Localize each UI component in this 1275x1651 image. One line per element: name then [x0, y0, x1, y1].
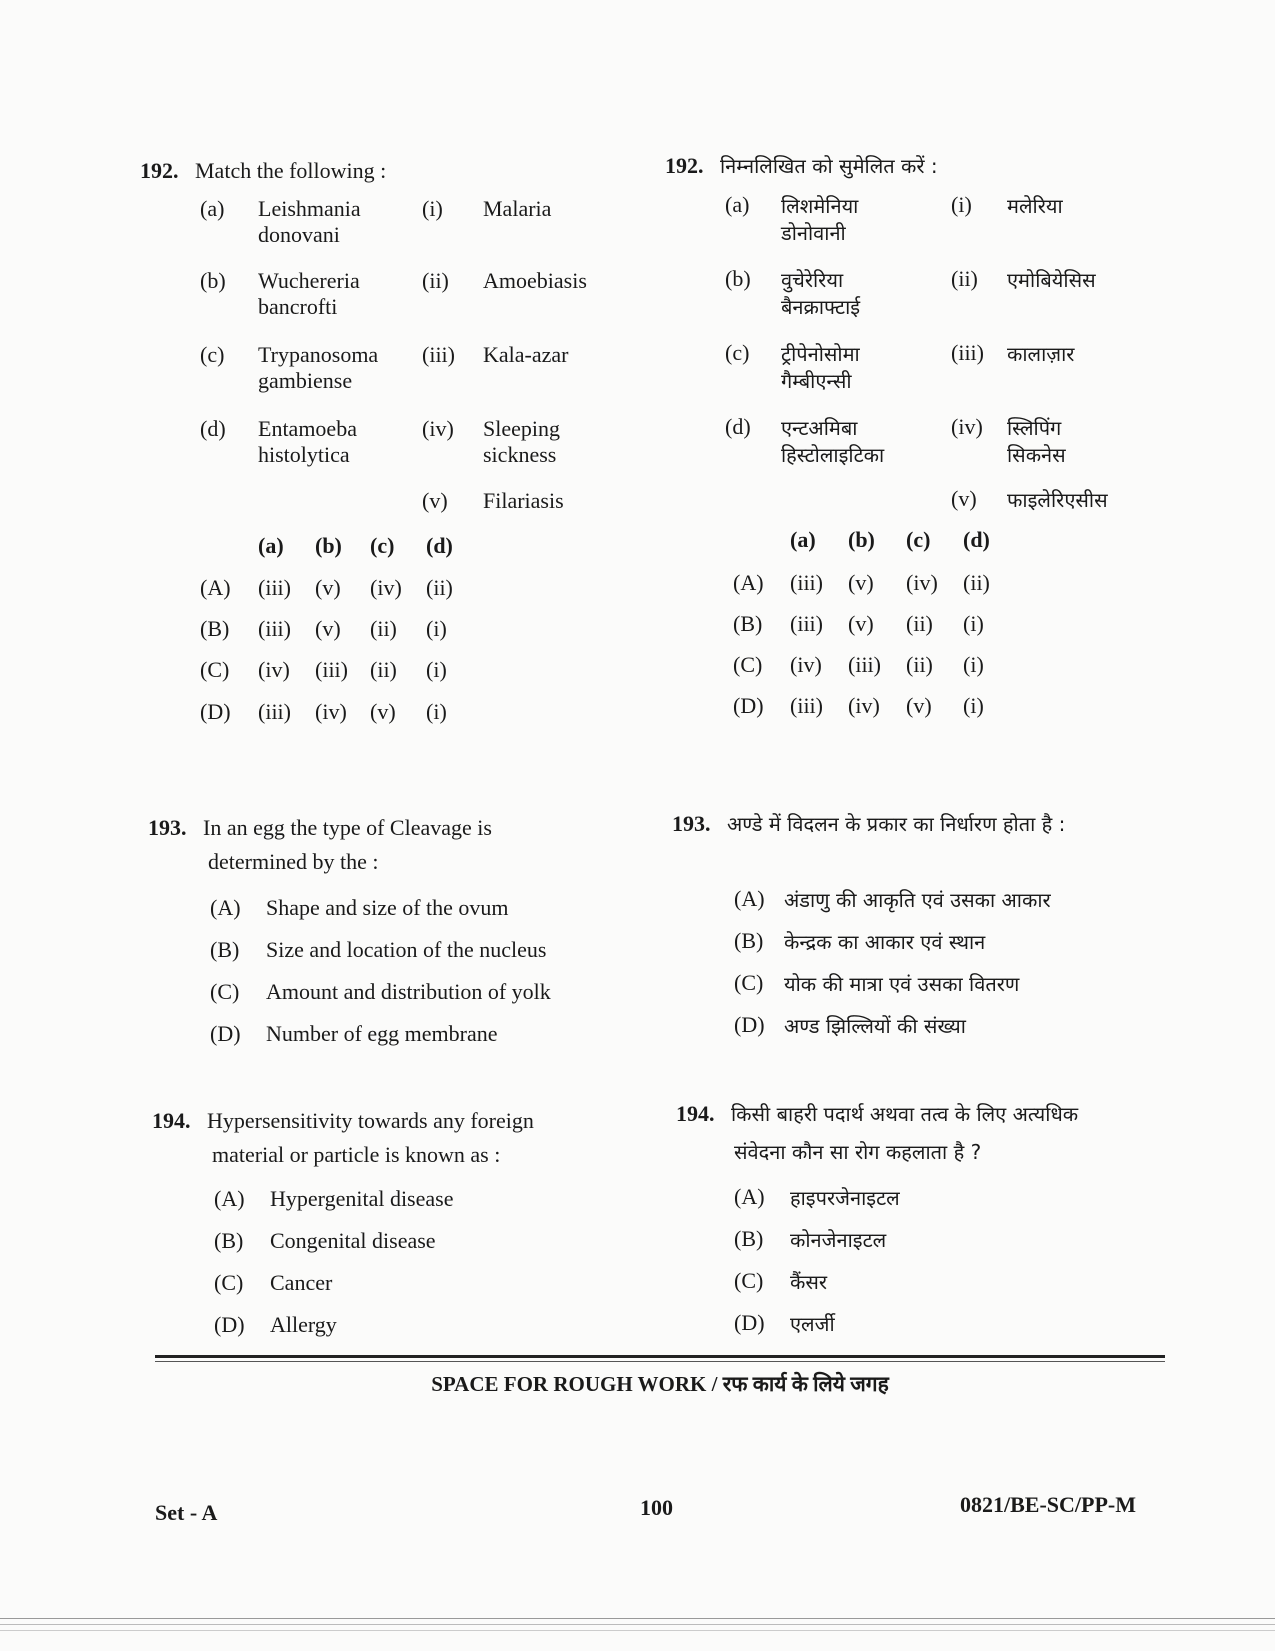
pair-right: Sleeping sickness	[483, 416, 560, 467]
pair-key: (a)	[200, 196, 225, 221]
q193-hi-stem: 193. अण्डे में विदलन के प्रकार का निर्धारण होता है :	[672, 811, 1066, 836]
rough-work-label: SPACE FOR ROUGH WORK / रफ कार्य के लिये जगह	[431, 1372, 889, 1396]
q192-en: 192. Match the following : (a) Leishmania donovani (i) Malaria (b) Wuchereria bancrofti (ii) Amoebiasis (c) Trypanosoma gambiense (iii) Kala-azar (d) Entamoeba histolytica (iv) Sleeping sickness (v) Filariasis (a) (b) (c) (d) (A) (iii) (v) (iv) (ii) (B) (iii) (v) (ii) (i) (C) (iv) (iii) (ii) (i) (D) (iii) (iv) (v) (i)	[140, 158, 640, 758]
footer-code: 0821/BE-SC/PP-M	[960, 1492, 1136, 1517]
pair-right-key: (ii)	[422, 268, 449, 293]
pair-left: Wuchereria bancrofti	[258, 268, 360, 319]
q193-en: 193. In an egg the type of Cleavage is determined by the : (A) Shape and size of the ovum (B) Size and location of the nucleus (C) Amount and distribution of yolk (D) Number of egg membrane	[148, 815, 551, 1046]
pair-key: (b)	[200, 268, 226, 293]
pair-left: Trypanosoma gambiense	[258, 342, 379, 393]
pair-key: (c)	[200, 342, 225, 367]
option-key: (C)	[200, 657, 230, 682]
pair-right: Kala-azar	[483, 342, 569, 367]
pair-right: Malaria	[483, 196, 552, 221]
pair-right: Amoebiasis	[483, 268, 587, 293]
q194-hi: 194. किसी बाहरी पदार्थ अथवा तत्व के लिए अत्यधिक संवेदना कौन सा रोग कहलाता है ? (A) हाइपरजेनाइटल (B) कोनजेनाइटल (C) कैंसर (D) एलर्जी	[676, 1101, 1079, 1336]
pair-right: Filariasis	[483, 488, 564, 513]
pair-right-key: (i)	[422, 196, 443, 221]
q194-hi-stem-line2: संवेदना कौन सा रोग कहलाता है ?	[734, 1140, 982, 1164]
q194-hi-stem: 194. किसी बाहरी पदार्थ अथवा तत्व के लिए अत्यधिक	[676, 1101, 1079, 1126]
option-key: (A)	[200, 575, 231, 600]
q194-en: 194. Hypersensitivity towards any foreign material or particle is known as : (A) Hypergenital disease (B) Congenital disease (C) Cancer (D) Allergy	[152, 1108, 534, 1337]
q192-en-number: 192.	[140, 158, 179, 183]
pair-left: Entamoeba histolytica	[258, 416, 357, 467]
pair-right-key: (v)	[422, 488, 448, 513]
q192-hi-stem-text: निम्नलिखित को सुमेलित करें :	[720, 154, 938, 178]
q192-hi-number: 192.	[665, 153, 704, 178]
q193-en-stem: 193. In an egg the type of Cleavage is	[148, 815, 492, 840]
option-key: (B)	[200, 616, 230, 641]
pair-left: Leishmania donovani	[258, 196, 361, 247]
pair-key: (d)	[200, 416, 226, 441]
pair-right-key: (iii)	[422, 342, 455, 367]
q193-hi: 193. अण्डे में विदलन के प्रकार का निर्धारण होता है : (A) अंडाणु की आकृति एवं उसका आकार (B) केन्द्रक का आकार एवं स्थान (C) योक की मात्रा एवं उसका वितरण (D) अण्ड झिल्लियों की संख्या	[672, 811, 1066, 1038]
footer-set: Set - A	[155, 1500, 218, 1525]
option-key: (D)	[200, 699, 231, 724]
q192-hi: 192. निम्नलिखित को सुमेलित करें : (a) लिशमेनिया डोनोवानी (i) मलेरिया (b) वुचेरेरिया बैनक्राफ्टाई (ii) एमोबियेसिस (c) ट्रीपेनोसोमा गैम्बीएन्सी (iii) कालाज़ार (d) एन्टअमिबा हिस्टोलाइटिका (iv) स्लिपिंग सिकनेस (v) फाइलेरिएसीस (a) (b) (c) (d) (A) (iii) (v) (iv) (ii) (B) (iii) (v) (ii) (i) (C) (iv) (iii) (ii) (i) (D) (iii) (iv) (v) (i)	[665, 153, 1108, 718]
section-divider-thin	[155, 1361, 1165, 1362]
q194-en-stem: 194. Hypersensitivity towards any foreign	[152, 1108, 534, 1133]
section-divider	[155, 1355, 1165, 1358]
q192-en-stem-text: Match the following :	[195, 158, 387, 183]
scan-line	[0, 1624, 1275, 1625]
footer-page-number: 100	[640, 1495, 673, 1520]
scan-line	[0, 1618, 1275, 1619]
q193-en-stem-line2: determined by the :	[208, 849, 379, 874]
pair-right-key: (iv)	[422, 416, 454, 441]
q192-en-stem	[140, 158, 386, 184]
q192-hi-stem	[665, 152, 938, 179]
scan-line	[0, 1630, 1275, 1631]
q194-en-stem-line2: material or particle is known as :	[212, 1142, 501, 1167]
